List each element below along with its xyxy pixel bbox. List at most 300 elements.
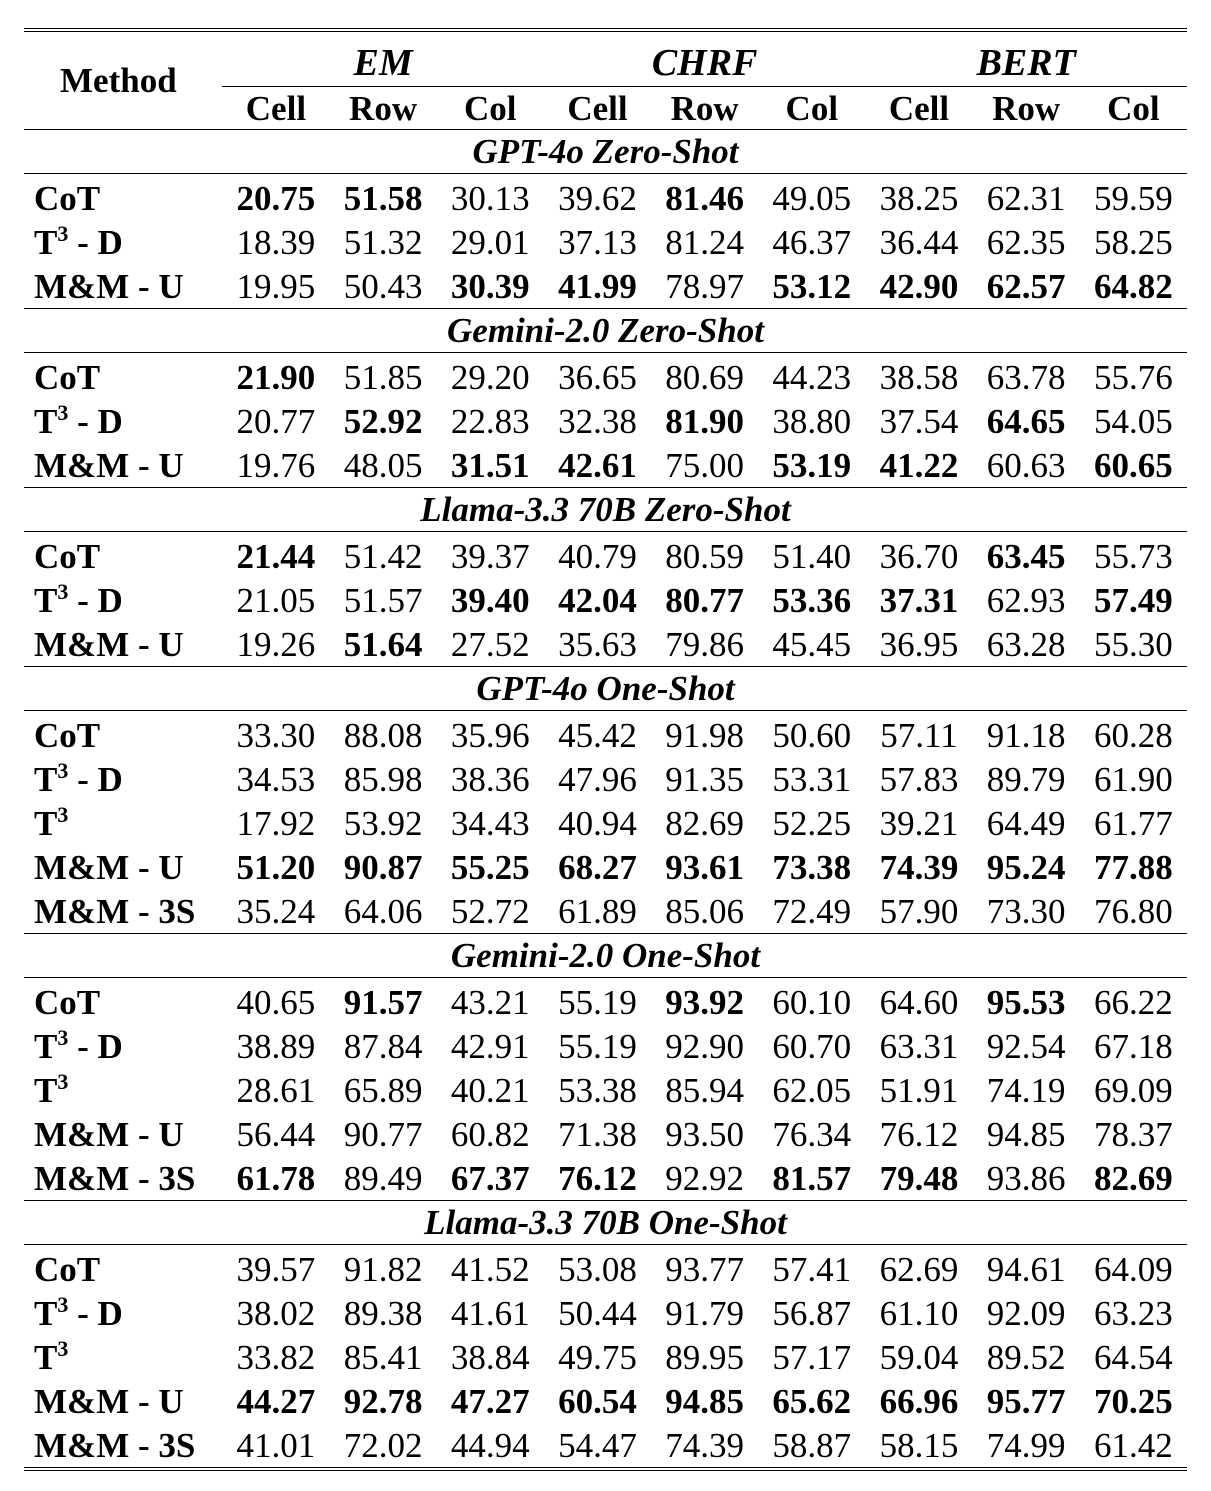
value-cell: 48.05 <box>343 445 423 485</box>
value-cell: 51.20 <box>236 847 316 887</box>
method-name <box>24 532 222 579</box>
method-name-base: M&M - U <box>34 1114 184 1154</box>
table-row <box>24 353 1187 400</box>
table-row <box>24 889 1187 934</box>
value-cell: 62.57 <box>986 266 1066 306</box>
value-cell: 62.35 <box>986 222 1066 262</box>
value-cell: 74.39 <box>879 847 959 887</box>
table-row <box>24 174 1187 221</box>
value-cell: 44.27 <box>236 1381 316 1421</box>
value-cell: 58.87 <box>772 1425 852 1465</box>
method-name <box>24 978 222 1025</box>
value-cell: 52.72 <box>450 891 530 931</box>
value-cell: 79.48 <box>879 1158 959 1198</box>
method-name-base: T <box>34 222 58 262</box>
table-row <box>24 264 1187 309</box>
value-cell: 64.06 <box>343 891 423 931</box>
method-name <box>24 264 222 309</box>
value-cell: 45.42 <box>558 715 637 755</box>
value-cell: 53.12 <box>772 266 852 306</box>
value-cell: 41.52 <box>450 1249 530 1289</box>
table-row <box>24 220 1187 264</box>
value-cell: 71.38 <box>558 1114 637 1154</box>
value-cell: 42.04 <box>558 580 637 620</box>
method-name-superscript: 3 <box>57 801 69 827</box>
value-cell: 64.60 <box>879 982 959 1022</box>
method-name <box>24 622 222 667</box>
value-cell: 56.44 <box>236 1114 316 1154</box>
method-name-base: M&M - U <box>34 445 184 485</box>
value-cell: 31.51 <box>450 445 530 485</box>
value-cell: 88.08 <box>343 715 423 755</box>
method-name <box>24 801 222 845</box>
value-cell: 67.37 <box>450 1158 530 1198</box>
method-name <box>24 1068 222 1112</box>
method-name-base: T <box>34 1293 58 1333</box>
value-cell: 53.38 <box>558 1070 637 1110</box>
results-table-container <box>24 28 1187 1471</box>
section-title: Gemini-2.0 One-Shot <box>24 934 1187 978</box>
value-cell: 93.50 <box>665 1114 744 1154</box>
value-cell: 38.58 <box>879 357 959 397</box>
value-cell: 78.37 <box>1093 1114 1173 1154</box>
section-title: GPT-4o Zero-Shot <box>24 130 1187 174</box>
value-cell: 93.92 <box>665 982 744 1022</box>
table-row <box>24 1068 1187 1112</box>
value-cell: 37.54 <box>879 401 959 441</box>
value-cell: 74.39 <box>665 1425 744 1465</box>
value-cell: 62.05 <box>772 1070 852 1110</box>
value-cell: 30.39 <box>450 266 530 306</box>
value-cell: 53.08 <box>558 1249 637 1289</box>
method-name <box>24 399 222 443</box>
method-name <box>24 845 222 889</box>
table-body <box>24 130 1187 1470</box>
value-cell: 44.23 <box>772 357 852 397</box>
value-cell: 44.94 <box>450 1425 530 1465</box>
value-cell: 19.26 <box>236 624 316 664</box>
section-title: Llama-3.3 70B One-Shot <box>24 1201 1187 1245</box>
method-name-suffix: - D <box>68 1026 123 1066</box>
subcol-header: Row <box>670 88 739 128</box>
value-cell: 55.30 <box>1093 624 1173 664</box>
value-cell: 37.31 <box>879 580 959 620</box>
value-cell: 38.84 <box>450 1337 530 1377</box>
value-cell: 76.34 <box>772 1114 852 1154</box>
method-name-base: T <box>34 759 58 799</box>
value-cell: 94.85 <box>986 1114 1066 1154</box>
value-cell: 92.90 <box>665 1026 744 1066</box>
value-cell: 91.82 <box>343 1249 423 1289</box>
value-cell: 39.37 <box>450 536 530 576</box>
value-cell: 35.96 <box>450 715 530 755</box>
method-name-base: M&M - U <box>34 624 184 664</box>
value-cell: 39.62 <box>558 178 637 218</box>
value-cell: 82.69 <box>665 803 744 843</box>
table-row <box>24 801 1187 845</box>
value-cell: 63.28 <box>986 624 1066 664</box>
value-cell: 63.78 <box>986 357 1066 397</box>
value-cell: 62.93 <box>986 580 1066 620</box>
method-name-base: CoT <box>34 536 101 576</box>
subcol-header: Cell <box>567 88 628 128</box>
value-cell: 36.70 <box>879 536 959 576</box>
value-cell: 85.98 <box>343 759 423 799</box>
method-name <box>24 757 222 801</box>
value-cell: 38.02 <box>236 1293 316 1333</box>
table-row <box>24 532 1187 579</box>
value-cell: 76.12 <box>879 1114 959 1154</box>
value-cell: 18.39 <box>236 222 316 262</box>
subcol-header: Col <box>1107 88 1160 128</box>
method-name-base: CoT <box>34 178 101 218</box>
metric-header-bert: BERT <box>865 30 1187 87</box>
table-row <box>24 757 1187 801</box>
value-cell: 36.95 <box>879 624 959 664</box>
value-cell: 57.11 <box>880 715 958 755</box>
value-cell: 57.83 <box>879 759 959 799</box>
value-cell: 53.31 <box>772 759 852 799</box>
table-row <box>24 578 1187 622</box>
value-cell: 73.38 <box>772 847 852 887</box>
value-cell: 41.22 <box>879 445 959 485</box>
value-cell: 35.24 <box>236 891 316 931</box>
value-cell: 91.18 <box>986 715 1066 755</box>
value-cell: 69.09 <box>1093 1070 1173 1110</box>
method-name-base: M&M - 3S <box>34 1158 196 1198</box>
value-cell: 54.05 <box>1093 401 1173 441</box>
value-cell: 61.77 <box>1093 803 1173 843</box>
method-name <box>24 578 222 622</box>
value-cell: 42.91 <box>450 1026 530 1066</box>
method-name-suffix: - D <box>68 401 123 441</box>
value-cell: 51.42 <box>343 536 423 576</box>
results-table <box>24 28 1187 1471</box>
value-cell: 70.25 <box>1093 1381 1173 1421</box>
section-row <box>24 488 1187 532</box>
value-cell: 34.43 <box>450 803 530 843</box>
method-name-base: T <box>34 401 58 441</box>
value-cell: 60.82 <box>450 1114 530 1154</box>
value-cell: 64.09 <box>1093 1249 1173 1289</box>
subcol-header: Row <box>992 88 1061 128</box>
section-title: Gemini-2.0 Zero-Shot <box>24 309 1187 353</box>
method-name-superscript: 3 <box>57 1024 69 1050</box>
section-title: Llama-3.3 70B Zero-Shot <box>24 488 1187 532</box>
method-name-base: M&M - U <box>34 1381 184 1421</box>
value-cell: 20.77 <box>236 401 316 441</box>
value-cell: 39.57 <box>236 1249 316 1289</box>
table-row <box>24 1423 1187 1469</box>
method-name-superscript: 3 <box>57 1291 69 1317</box>
value-cell: 54.47 <box>558 1425 637 1465</box>
table-row <box>24 622 1187 667</box>
value-cell: 29.20 <box>450 357 530 397</box>
method-name-base: M&M - U <box>34 847 184 887</box>
value-cell: 64.65 <box>986 401 1066 441</box>
value-cell: 53.19 <box>772 445 852 485</box>
value-cell: 95.53 <box>986 982 1066 1022</box>
value-cell: 91.35 <box>665 759 744 799</box>
method-name-superscript: 3 <box>57 1068 69 1094</box>
value-cell: 41.99 <box>558 266 637 306</box>
section-row <box>24 1201 1187 1245</box>
value-cell: 57.49 <box>1093 580 1173 620</box>
value-cell: 46.37 <box>772 222 852 262</box>
value-cell: 19.95 <box>236 266 316 306</box>
value-cell: 80.77 <box>665 580 744 620</box>
section-row <box>24 309 1187 353</box>
value-cell: 37.13 <box>558 222 637 262</box>
value-cell: 90.77 <box>343 1114 423 1154</box>
value-cell: 19.76 <box>236 445 316 485</box>
value-cell: 91.79 <box>665 1293 744 1333</box>
value-cell: 47.96 <box>558 759 637 799</box>
value-cell: 21.90 <box>236 357 316 397</box>
value-cell: 39.21 <box>879 803 959 843</box>
value-cell: 51.64 <box>343 624 423 664</box>
value-cell: 90.87 <box>343 847 423 887</box>
value-cell: 64.82 <box>1093 266 1173 306</box>
value-cell: 60.54 <box>558 1381 637 1421</box>
table-row <box>24 1379 1187 1423</box>
value-cell: 52.92 <box>343 401 423 441</box>
value-cell: 51.32 <box>343 222 423 262</box>
subcol-header: Row <box>349 88 418 128</box>
value-cell: 51.40 <box>772 536 852 576</box>
value-cell: 17.92 <box>236 803 316 843</box>
method-name <box>24 174 222 221</box>
value-cell: 76.80 <box>1093 891 1173 931</box>
value-cell: 81.24 <box>665 222 744 262</box>
value-cell: 60.63 <box>986 445 1066 485</box>
value-cell: 40.65 <box>236 982 316 1022</box>
table-row <box>24 978 1187 1025</box>
method-name <box>24 220 222 264</box>
value-cell: 60.10 <box>772 982 852 1022</box>
method-name-superscript: 3 <box>57 1335 69 1361</box>
value-cell: 66.96 <box>879 1381 959 1421</box>
value-cell: 29.01 <box>450 222 530 262</box>
value-cell: 36.44 <box>879 222 959 262</box>
value-cell: 41.01 <box>236 1425 316 1465</box>
value-cell: 52.25 <box>772 803 852 843</box>
value-cell: 89.79 <box>986 759 1066 799</box>
value-cell: 55.19 <box>558 1026 637 1066</box>
method-name-suffix: - D <box>68 1293 123 1333</box>
value-cell: 27.52 <box>450 624 530 664</box>
value-cell: 81.46 <box>665 178 744 218</box>
value-cell: 58.25 <box>1093 222 1173 262</box>
table-row <box>24 711 1187 758</box>
value-cell: 20.75 <box>236 178 316 218</box>
value-cell: 42.61 <box>558 445 637 485</box>
table-row <box>24 1335 1187 1379</box>
method-name-base: M&M - 3S <box>34 1425 196 1465</box>
value-cell: 95.77 <box>986 1381 1066 1421</box>
value-cell: 79.86 <box>665 624 744 664</box>
value-cell: 45.45 <box>772 624 852 664</box>
method-name-base: T <box>34 580 58 620</box>
value-cell: 63.31 <box>879 1026 959 1066</box>
value-cell: 95.24 <box>986 847 1066 887</box>
value-cell: 55.19 <box>558 982 637 1022</box>
value-cell: 33.30 <box>236 715 316 755</box>
method-name-suffix: - D <box>68 759 123 799</box>
method-name-suffix: - D <box>68 580 123 620</box>
method-name-base: CoT <box>34 715 101 755</box>
subcol-header: Col <box>464 88 517 128</box>
value-cell: 50.60 <box>772 715 852 755</box>
value-cell: 72.49 <box>772 891 852 931</box>
value-cell: 51.58 <box>343 178 423 218</box>
value-cell: 28.61 <box>236 1070 316 1110</box>
method-name <box>24 1423 222 1469</box>
value-cell: 92.78 <box>343 1381 423 1421</box>
value-cell: 42.90 <box>879 266 959 306</box>
value-cell: 65.89 <box>343 1070 423 1110</box>
method-name <box>24 1112 222 1156</box>
value-cell: 61.42 <box>1093 1425 1173 1465</box>
method-name <box>24 1379 222 1423</box>
value-cell: 21.44 <box>236 536 316 576</box>
value-cell: 85.41 <box>343 1337 423 1377</box>
method-name <box>24 1291 222 1335</box>
value-cell: 85.94 <box>665 1070 744 1110</box>
method-name-base: CoT <box>34 1249 101 1289</box>
value-cell: 65.62 <box>772 1381 852 1421</box>
value-cell: 80.69 <box>665 357 744 397</box>
value-cell: 74.19 <box>986 1070 1066 1110</box>
value-cell: 81.57 <box>772 1158 852 1198</box>
value-cell: 94.85 <box>665 1381 744 1421</box>
value-cell: 61.90 <box>1093 759 1173 799</box>
value-cell: 92.92 <box>665 1158 744 1198</box>
value-cell: 33.82 <box>236 1337 316 1377</box>
value-cell: 85.06 <box>665 891 744 931</box>
value-cell: 92.09 <box>986 1293 1066 1333</box>
value-cell: 66.22 <box>1093 982 1173 1022</box>
value-cell: 76.12 <box>558 1158 637 1198</box>
value-cell: 50.44 <box>558 1293 637 1333</box>
header-row-metrics <box>24 30 1187 87</box>
section-title: GPT-4o One-Shot <box>24 667 1187 711</box>
value-cell: 62.69 <box>879 1249 959 1289</box>
value-cell: 30.13 <box>450 178 530 218</box>
value-cell: 56.87 <box>772 1293 852 1333</box>
method-name <box>24 711 222 758</box>
value-cell: 43.21 <box>450 982 530 1022</box>
value-cell: 63.23 <box>1093 1293 1173 1333</box>
value-cell: 74.99 <box>986 1425 1066 1465</box>
method-name-suffix: - D <box>68 222 123 262</box>
value-cell: 89.49 <box>343 1158 423 1198</box>
value-cell: 91.98 <box>665 715 744 755</box>
value-cell: 91.57 <box>343 982 423 1022</box>
value-cell: 78.97 <box>665 266 744 306</box>
table-row <box>24 1291 1187 1335</box>
metric-header-chrf: CHRF <box>544 30 866 87</box>
method-name <box>24 353 222 400</box>
value-cell: 73.30 <box>986 891 1066 931</box>
method-name-base: T <box>34 1070 58 1110</box>
value-cell: 22.83 <box>450 401 530 441</box>
method-name-superscript: 3 <box>57 220 69 246</box>
value-cell: 57.41 <box>772 1249 852 1289</box>
method-name-base: CoT <box>34 357 101 397</box>
value-cell: 87.84 <box>343 1026 423 1066</box>
value-cell: 53.36 <box>772 580 852 620</box>
value-cell: 81.90 <box>665 401 744 441</box>
value-cell: 49.05 <box>772 178 852 218</box>
value-cell: 77.88 <box>1093 847 1173 887</box>
method-name-base: T <box>34 803 58 843</box>
table-row <box>24 1112 1187 1156</box>
value-cell: 49.75 <box>558 1337 637 1377</box>
table-row <box>24 845 1187 889</box>
value-cell: 51.57 <box>343 580 423 620</box>
value-cell: 41.61 <box>450 1293 530 1333</box>
value-cell: 89.38 <box>343 1293 423 1333</box>
value-cell: 67.18 <box>1093 1026 1173 1066</box>
method-name <box>24 1245 222 1292</box>
method-name <box>24 443 222 488</box>
value-cell: 62.31 <box>986 178 1066 218</box>
value-cell: 93.86 <box>986 1158 1066 1198</box>
value-cell: 61.10 <box>879 1293 959 1333</box>
table-row <box>24 1024 1187 1068</box>
value-cell: 60.28 <box>1093 715 1173 755</box>
method-name-base: M&M - U <box>34 266 184 306</box>
value-cell: 32.38 <box>558 401 637 441</box>
value-cell: 89.95 <box>665 1337 744 1377</box>
value-cell: 55.76 <box>1093 357 1173 397</box>
value-cell: 60.65 <box>1093 445 1173 485</box>
metric-header-em: EM <box>222 30 544 87</box>
value-cell: 51.85 <box>343 357 423 397</box>
method-name-superscript: 3 <box>57 578 69 604</box>
method-name <box>24 1156 222 1201</box>
method-name-base: T <box>34 1026 58 1066</box>
value-cell: 68.27 <box>558 847 637 887</box>
table-row <box>24 1156 1187 1201</box>
value-cell: 38.80 <box>772 401 852 441</box>
method-name <box>24 889 222 934</box>
value-cell: 38.25 <box>879 178 959 218</box>
value-cell: 38.89 <box>236 1026 316 1066</box>
value-cell: 57.90 <box>879 891 959 931</box>
subcol-header: Col <box>785 88 839 128</box>
value-cell: 61.78 <box>236 1158 316 1198</box>
table-row <box>24 443 1187 488</box>
value-cell: 21.05 <box>236 580 316 620</box>
value-cell: 36.65 <box>558 357 637 397</box>
value-cell: 51.91 <box>879 1070 959 1110</box>
table-row <box>24 1245 1187 1292</box>
value-cell: 50.43 <box>343 266 423 306</box>
value-cell: 53.92 <box>343 803 423 843</box>
subcol-header: Cell <box>888 88 950 128</box>
value-cell: 40.21 <box>450 1070 530 1110</box>
value-cell: 55.73 <box>1093 536 1173 576</box>
value-cell: 55.25 <box>450 847 530 887</box>
table-row <box>24 399 1187 443</box>
section-row <box>24 934 1187 978</box>
value-cell: 40.94 <box>558 803 637 843</box>
value-cell: 34.53 <box>236 759 316 799</box>
method-name-base: CoT <box>34 982 101 1022</box>
method-name-base: M&M - 3S <box>34 891 196 931</box>
